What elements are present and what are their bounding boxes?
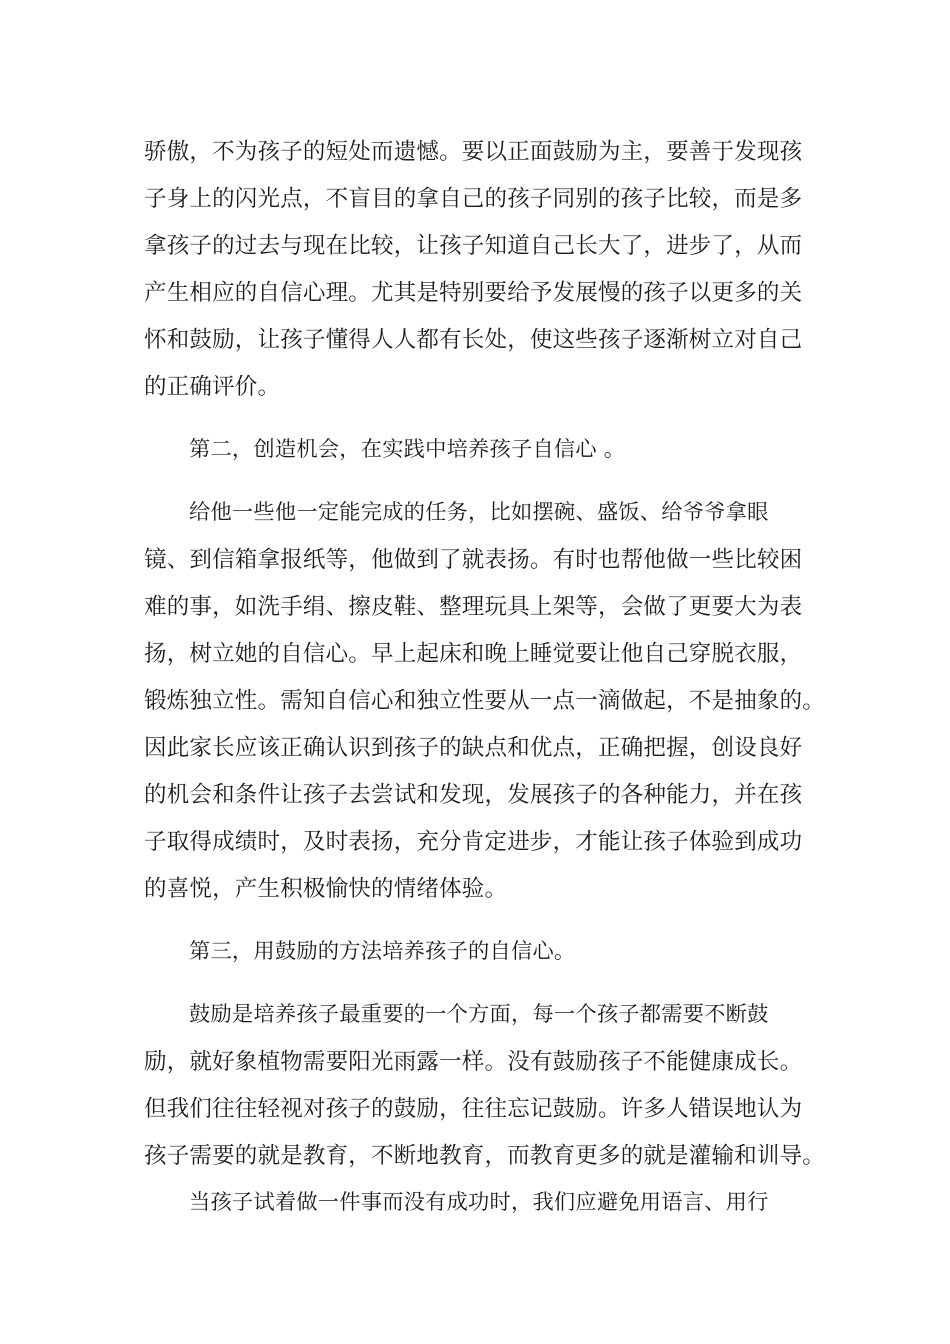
text-line: 的机会和条件让孩子去尝试和发现，发展孩子的各种能力，并在孩 [144,782,803,808]
text-line: 给他一些他一定能完成的任务，比如摆碗、盛饭、给爷爷拿眼 [189,500,769,525]
text-line: 怀和鼓励，让孩子懂得人人都有长处，使这些孩子逐渐树立对自己 [144,327,803,353]
text-line: 产生相应的自信心理。尤其是特别要给予发展慢的孩子以更多的关 [144,280,803,306]
text-line: 骄傲，不为孩子的短处而遗憾。要以正面鼓励为主，要善于发现孩 [144,139,803,165]
text-line: 锻炼独立性。需知自信心和独立性要从一点一滴做起，不是抽象的。 [144,688,826,714]
text-line: 孩子需要的就是教育，不断地教育，而教育更多的就是灌输和训导。 [144,1143,826,1169]
text-line: 扬，树立她的自信心。早上起床和晚上睡觉要让他自己穿脱衣服， [144,641,803,667]
section-heading: 第三，用鼓励的方法培养孩子的自信心。 [189,939,576,964]
text-line: 拿孩子的过去与现在比较，让孩子知道自己长大了，进步了，从而 [144,233,803,259]
text-line: 难的事，如洗手绢、擦皮鞋、整理玩具上架等，会做了更要大为表 [144,594,803,620]
section-heading: 第二，创造机会，在实践中培养孩子自信心 。 [189,437,626,462]
text-line: 因此家长应该正确认识到孩子的缺点和优点，正确把握，创设良好 [144,735,803,761]
text-line: 但我们往往轻视对孩子的鼓励，往往忘记鼓励。许多人错误地认为 [144,1096,803,1122]
text-line: 子身上的闪光点，不盲目的拿自己的孩子同别的孩子比较，而是多 [144,186,803,212]
text-line: 励，就好象植物需要阳光雨露一样。没有鼓励孩子不能健康成长。 [144,1049,803,1075]
text-line: 子取得成绩时，及时表扬，充分肯定进步，才能让孩子体验到成功 [144,829,803,855]
text-line: 的喜悦，产生积极愉快的情绪体验。 [144,876,508,902]
text-line: 镜、到信箱拿报纸等，他做到了就表扬。有时也帮他做一些比较困 [144,547,803,573]
text-line: 鼓励是培养孩子最重要的一个方面，每一个孩子都需要不断鼓 [189,1002,769,1027]
text-line: 的正确评价。 [144,374,281,400]
text-line: 当孩子试着做一件事而没有成功时，我们应避免用语言、用行 [189,1190,769,1215]
